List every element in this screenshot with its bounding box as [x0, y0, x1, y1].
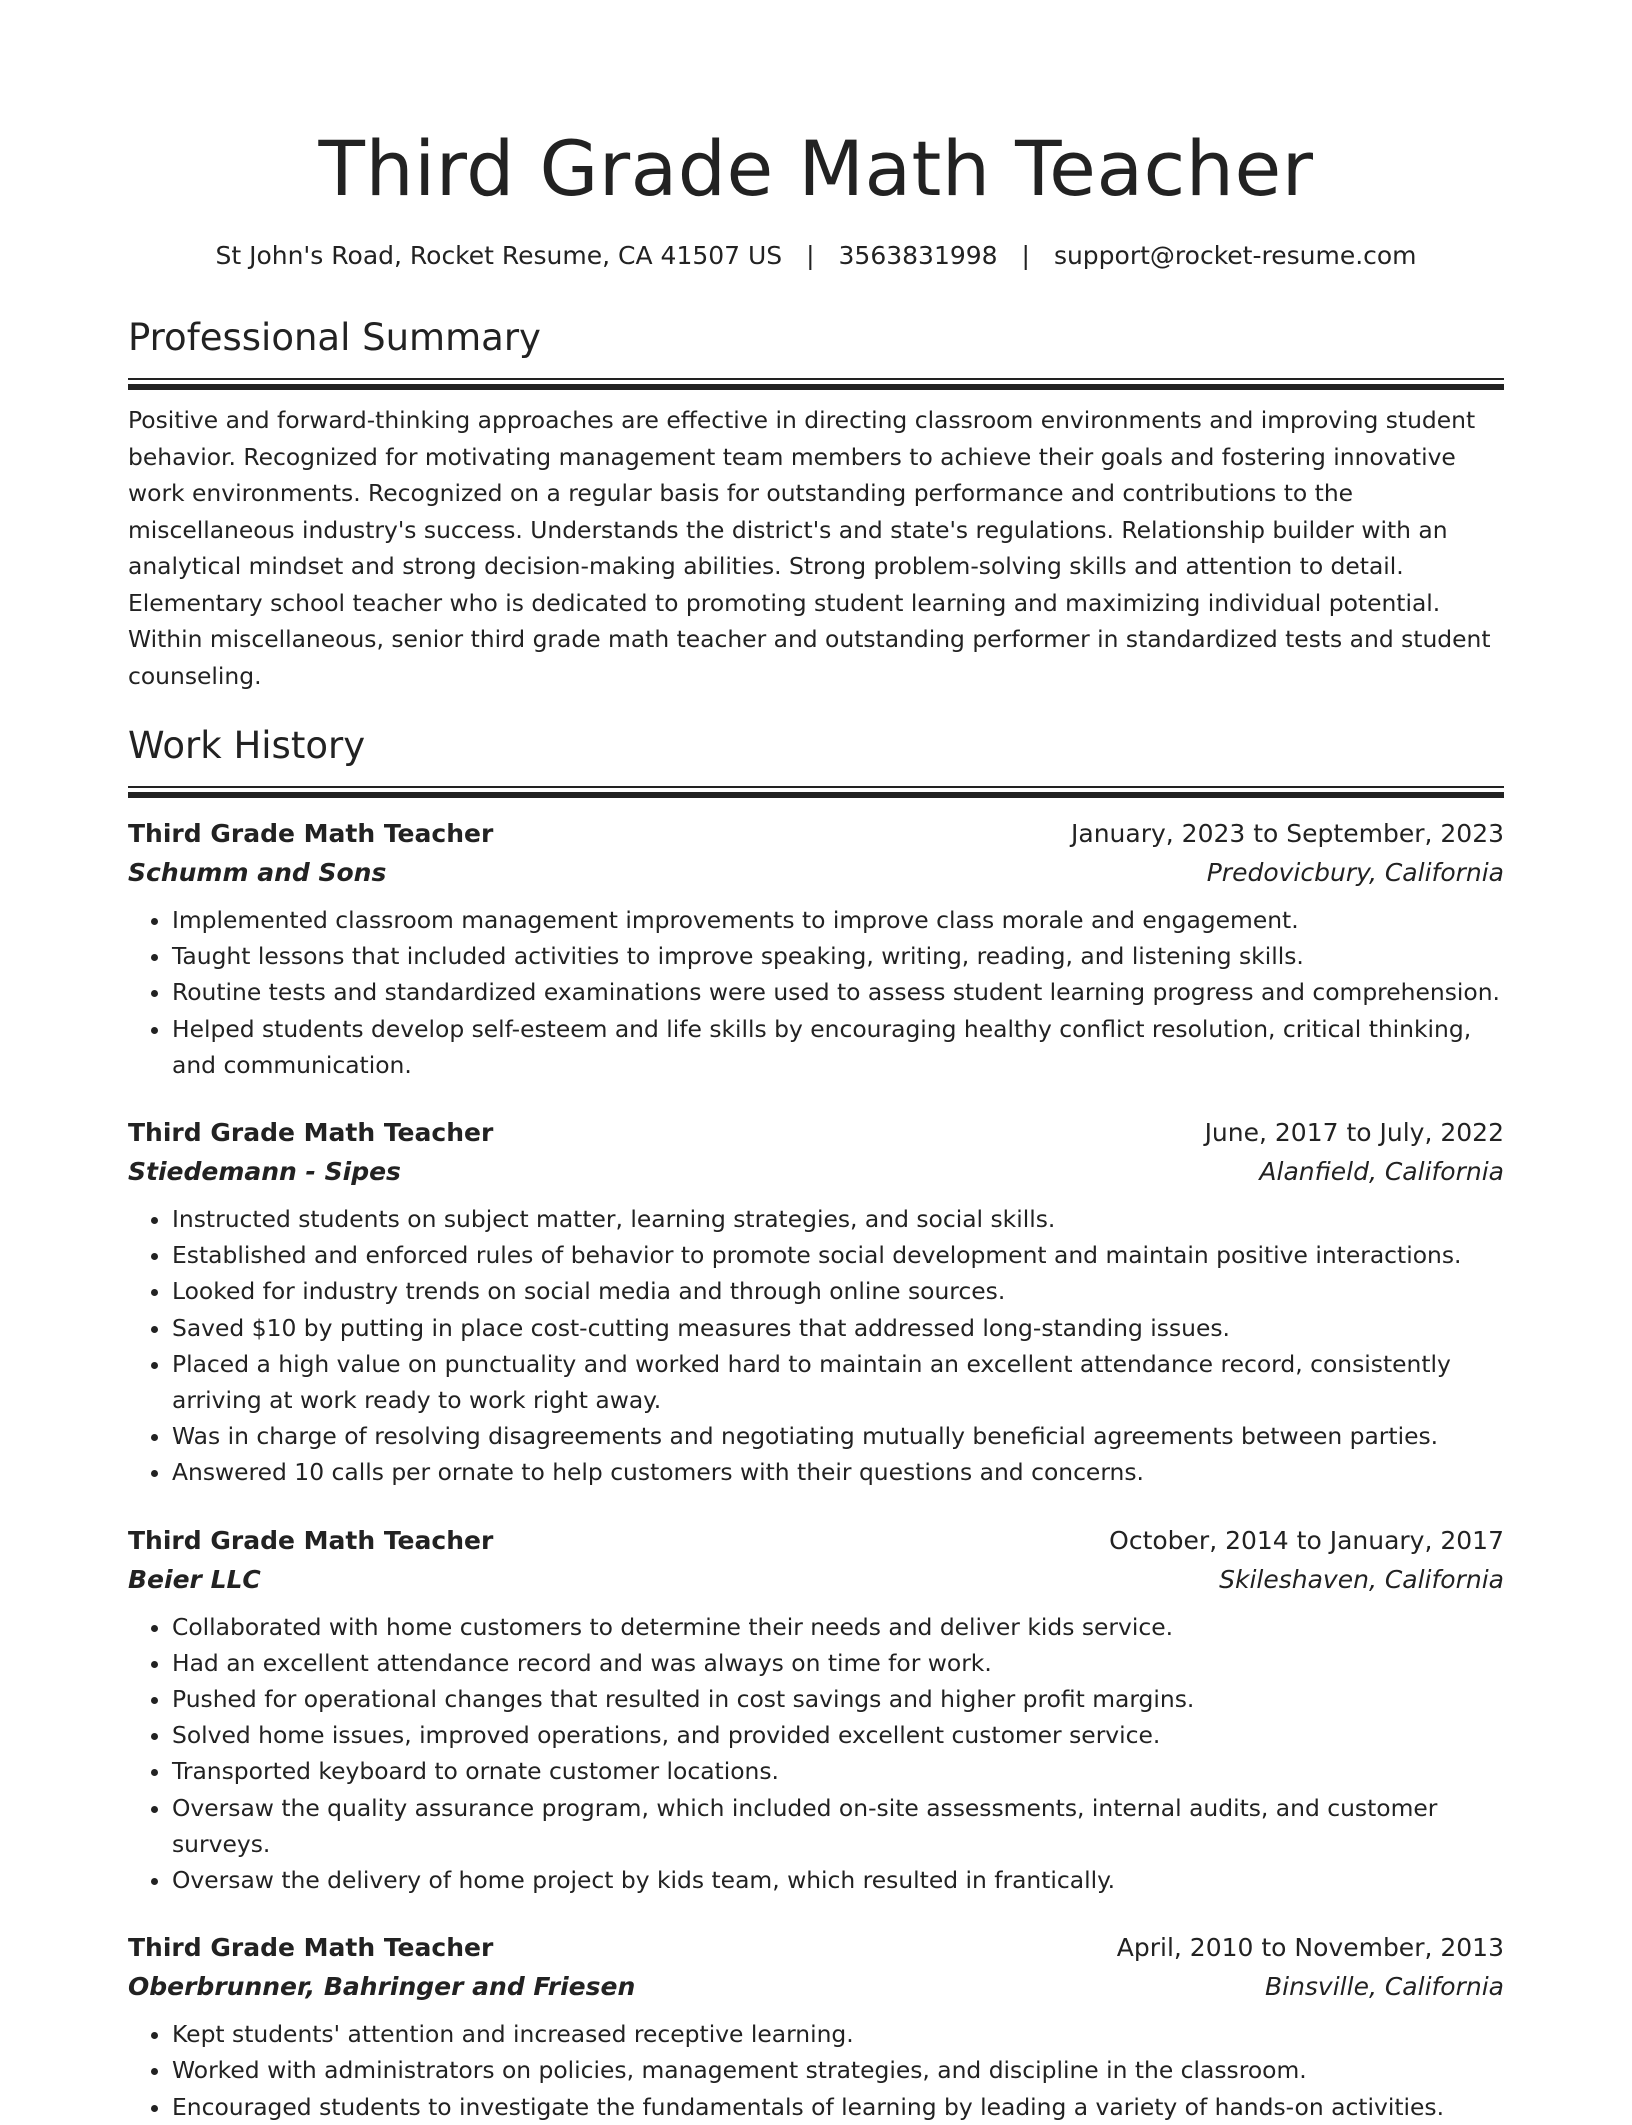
job-entry [128, 814, 1504, 1083]
job-bullet: • Saved $10 by putting in place cost-cutting measures that addressed long-standing issues. [172, 1310, 1504, 1346]
job-company-row [128, 1967, 1504, 2006]
job-bullet: • Pushed for operational changes that resulted in cost savings and higher profit margins. [172, 1681, 1504, 1717]
job-bullet: • Implemented classroom management improvements to improve class morale and engagement. [172, 902, 1504, 938]
job-bullet: • Oversaw the delivery of home project by kids team, which resulted in frantically. [172, 1862, 1504, 1898]
job-bullet: • Established and enforced rules of behavior to promote social development and maintain positive interactions. [172, 1237, 1504, 1273]
job-header-row [128, 1521, 1504, 1560]
job-bullet: • Placed a high value on punctuality and worked hard to maintain an excellent attendance record, consistently arriving at work ready to work right away. [172, 1346, 1504, 1418]
summary-text: Positive and forward-thinking approaches are effective in directing classroom environments and improving student behavior. Recognized for motivating management team members to achieve their goals and fostering innovative work environments. Recognized on a regular basis for outstanding performance and contributions to the miscellaneous industry's success. Understands the district's and state's regulations. Relationship builder with an analytical mindset and strong decision-making abilities. Strong problem-solving skills and attention to detail. Elementary school teacher who is dedicated to promoting student learning and maximizing individual potential. Within miscellaneous, senior third grade math teacher and outstanding performer in standardized tests and student counseling. [128, 406, 1491, 690]
job-bullet: • Collaborated with home customers to determine their needs and deliver kids service. [172, 1609, 1504, 1645]
job-bullet: • Encouraged students to investigate the fundamentals of learning by leading a variety of hands-on activities. [172, 2089, 1504, 2125]
job-company-row [128, 1560, 1504, 1599]
resume-title: Third Grade Math Teacher [318, 124, 1314, 213]
job-header-row [128, 1928, 1504, 1967]
job-list [128, 814, 1504, 2125]
job-bullet-list [128, 1609, 1504, 1899]
professional-summary-section [128, 314, 1504, 694]
job-header-row [128, 814, 1504, 853]
job-dates: April, 2010 to November, 2013 [1116, 1933, 1504, 1963]
work-history-section [128, 722, 1504, 2125]
job-bullet: • Helped students develop self-esteem and life skills by encouraging healthy conflict resolution, critical thinking, and communication. [172, 1011, 1504, 1083]
job-entry [128, 1928, 1504, 2125]
job-entry [128, 1521, 1504, 1899]
job-title: Third Grade Math Teacher [128, 819, 494, 848]
job-header-row [128, 1113, 1504, 1152]
job-location: Skileshaven, California [1219, 1564, 1504, 1594]
job-company: Schumm and Sons [128, 858, 387, 887]
contact-address: St John's Road, Rocket Resume, CA 41507 US [215, 241, 783, 270]
job-bullet: • Taught lessons that included activities to improve speaking, writing, reading, and listening skills. [172, 938, 1504, 974]
job-company: Beier LLC [128, 1564, 261, 1594]
job-company-row [128, 853, 1504, 892]
job-title: Third Grade Math Teacher [128, 1118, 494, 1148]
job-bullet: • Looked for industry trends on social media and through online sources. [172, 1273, 1504, 1309]
job-entry [128, 1113, 1504, 1491]
job-company-row [128, 1152, 1504, 1191]
section-heading: Professional Summary [128, 316, 541, 359]
job-title: Third Grade Math Teacher [128, 1933, 494, 1963]
job-dates: January, 2023 to September, 2023 [1071, 819, 1504, 848]
job-dates: June, 2017 to July, 2022 [1204, 1118, 1504, 1148]
job-bullet: • Oversaw the quality assurance program, which included on-site assessments, internal audits, and customer surveys. [172, 1790, 1504, 1862]
contact-line [128, 238, 1504, 274]
job-bullet: • Transported keyboard to ornate customer locations. [172, 1753, 1504, 1789]
section-divider [128, 378, 1504, 390]
job-bullet-list [128, 1201, 1504, 1491]
job-bullet: • Instructed students on subject matter, learning strategies, and social skills. [172, 1201, 1504, 1237]
job-bullet: • Kept students' attention and increased receptive learning. [172, 2016, 1504, 2052]
job-company: Stiedemann - Sipes [128, 1157, 401, 1187]
job-bullet: • Solved home issues, improved operations, and provided excellent customer service. [172, 1717, 1504, 1753]
job-bullet-list [128, 2016, 1504, 2125]
job-title: Third Grade Math Teacher [128, 1525, 494, 1555]
job-bullet: • Was in charge of resolving disagreements and negotiating mutually beneficial agreements between parties. [172, 1418, 1504, 1454]
job-location: Binsville, California [1264, 1972, 1504, 2002]
contact-email: support@rocket-resume.com [1053, 241, 1417, 270]
job-bullet: • Worked with administrators on policies, management strategies, and discipline in the classroom. [172, 2052, 1504, 2088]
job-dates: October, 2014 to January, 2017 [1109, 1525, 1504, 1555]
contact-phone: 3563831998 [838, 241, 998, 270]
contact-separator: | [806, 241, 815, 270]
job-bullet: • Answered 10 calls per ornate to help customers with their questions and concerns. [172, 1454, 1504, 1490]
job-bullet-list [128, 902, 1504, 1083]
job-bullet: • Had an excellent attendance record and was always on time for work. [172, 1645, 1504, 1681]
job-location: Alanfield, California [1259, 1157, 1504, 1187]
contact-separator: | [1021, 241, 1030, 270]
section-divider [128, 786, 1504, 798]
job-bullet: • Routine tests and standardized examinations were used to assess student learning progress and comprehension. [172, 974, 1504, 1010]
section-heading: Work History [128, 724, 366, 767]
job-location: Predovicbury, California [1206, 858, 1504, 887]
job-company: Oberbrunner, Bahringer and Friesen [128, 1972, 636, 2002]
